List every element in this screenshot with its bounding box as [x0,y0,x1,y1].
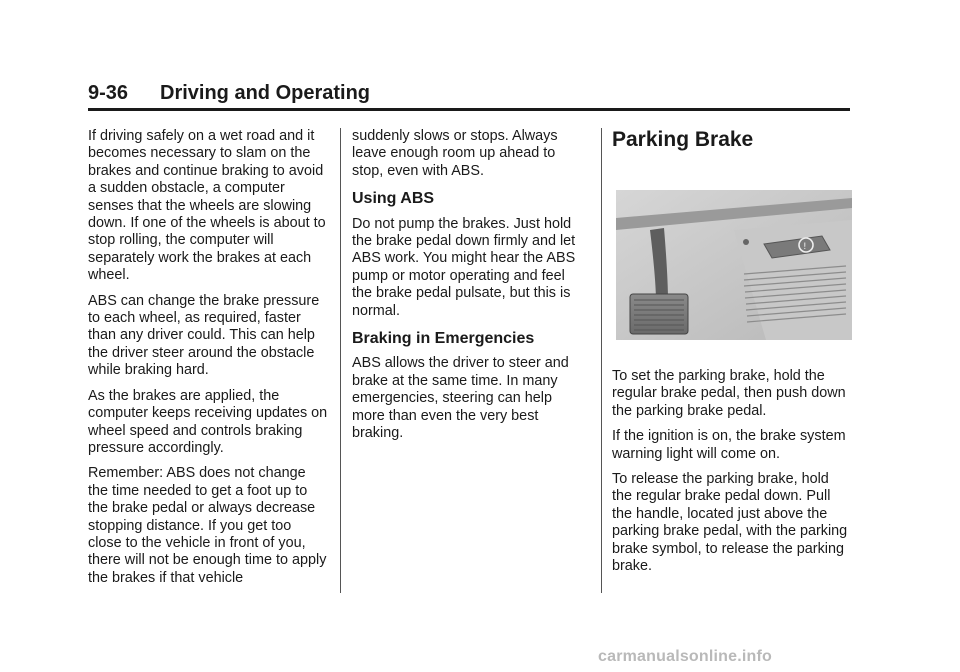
paragraph: If the ignition is on, the brake system warning light will come on. [612,428,846,462]
paragraph: To release the parking brake, hold the regular brake pedal down. Pull the handle, located just above the parking brake pedal, with the parking brake symbol, to release the parking brake. [612,471,848,575]
heading-parking-brake: Parking Brake [612,128,754,151]
parking-brake-illustration [616,190,852,340]
heading-braking-emergencies: Braking in Emergencies [352,330,535,348]
svg-text:!: ! [803,242,807,252]
paragraph: If driving safely on a wet road and it becomes necessary to slam on the brakes and continue braking to avoid a sudden obstacle, a computer senses that the wheels are slowing down. If one of the wheels is about to stop rolling, the computer will separately work the brakes at each wheel. [88,128,326,284]
watermark: carmanualsonline.info [598,648,773,665]
page-number: 9-36 [88,82,129,104]
column-1 [88,128,328,595]
paragraph: To set the parking brake, hold the regular brake pedal, then push down the parking brake pedal. [612,368,846,419]
page-header [88,80,850,111]
heading-using-abs: Using ABS [352,190,435,208]
paragraph: ABS allows the driver to steer and brake at the same time. In many emergencies, steering can help more than even the very best braking. [352,355,569,442]
paragraph: As the brakes are applied, the computer keeps receiving updates on wheel speed and controls braking pressure accordingly. [88,387,328,456]
column-divider [601,128,602,593]
column-2 [352,128,584,451]
paragraph-continuation: suddenly slows or stops. Always leave enough room up ahead to stop, even with ABS. [352,128,558,179]
paragraph: ABS can change the brake pressure to each wheel, as required, faster than any driver could. This can help the driver steer around the obstacle while braking hard. [88,292,320,379]
column-3 [612,128,852,583]
paragraph: Remember: ABS does not change the time needed to get a foot up to the brake pedal or always decrease stopping distance. If you get too close to the vehicle in front of you, there will not be enough time to apply the brakes if that vehicle [88,465,327,586]
parking-brake-pedal-icon [616,190,852,340]
column-divider [340,128,341,593]
paragraph: Do not pump the brakes. Just hold the brake pedal down firmly and let ABS work. You might hear the ABS pump or motor operating and feel the brake pedal pulsate, but this is normal. [352,215,576,319]
chapter-title: Driving and Operating [160,82,371,104]
